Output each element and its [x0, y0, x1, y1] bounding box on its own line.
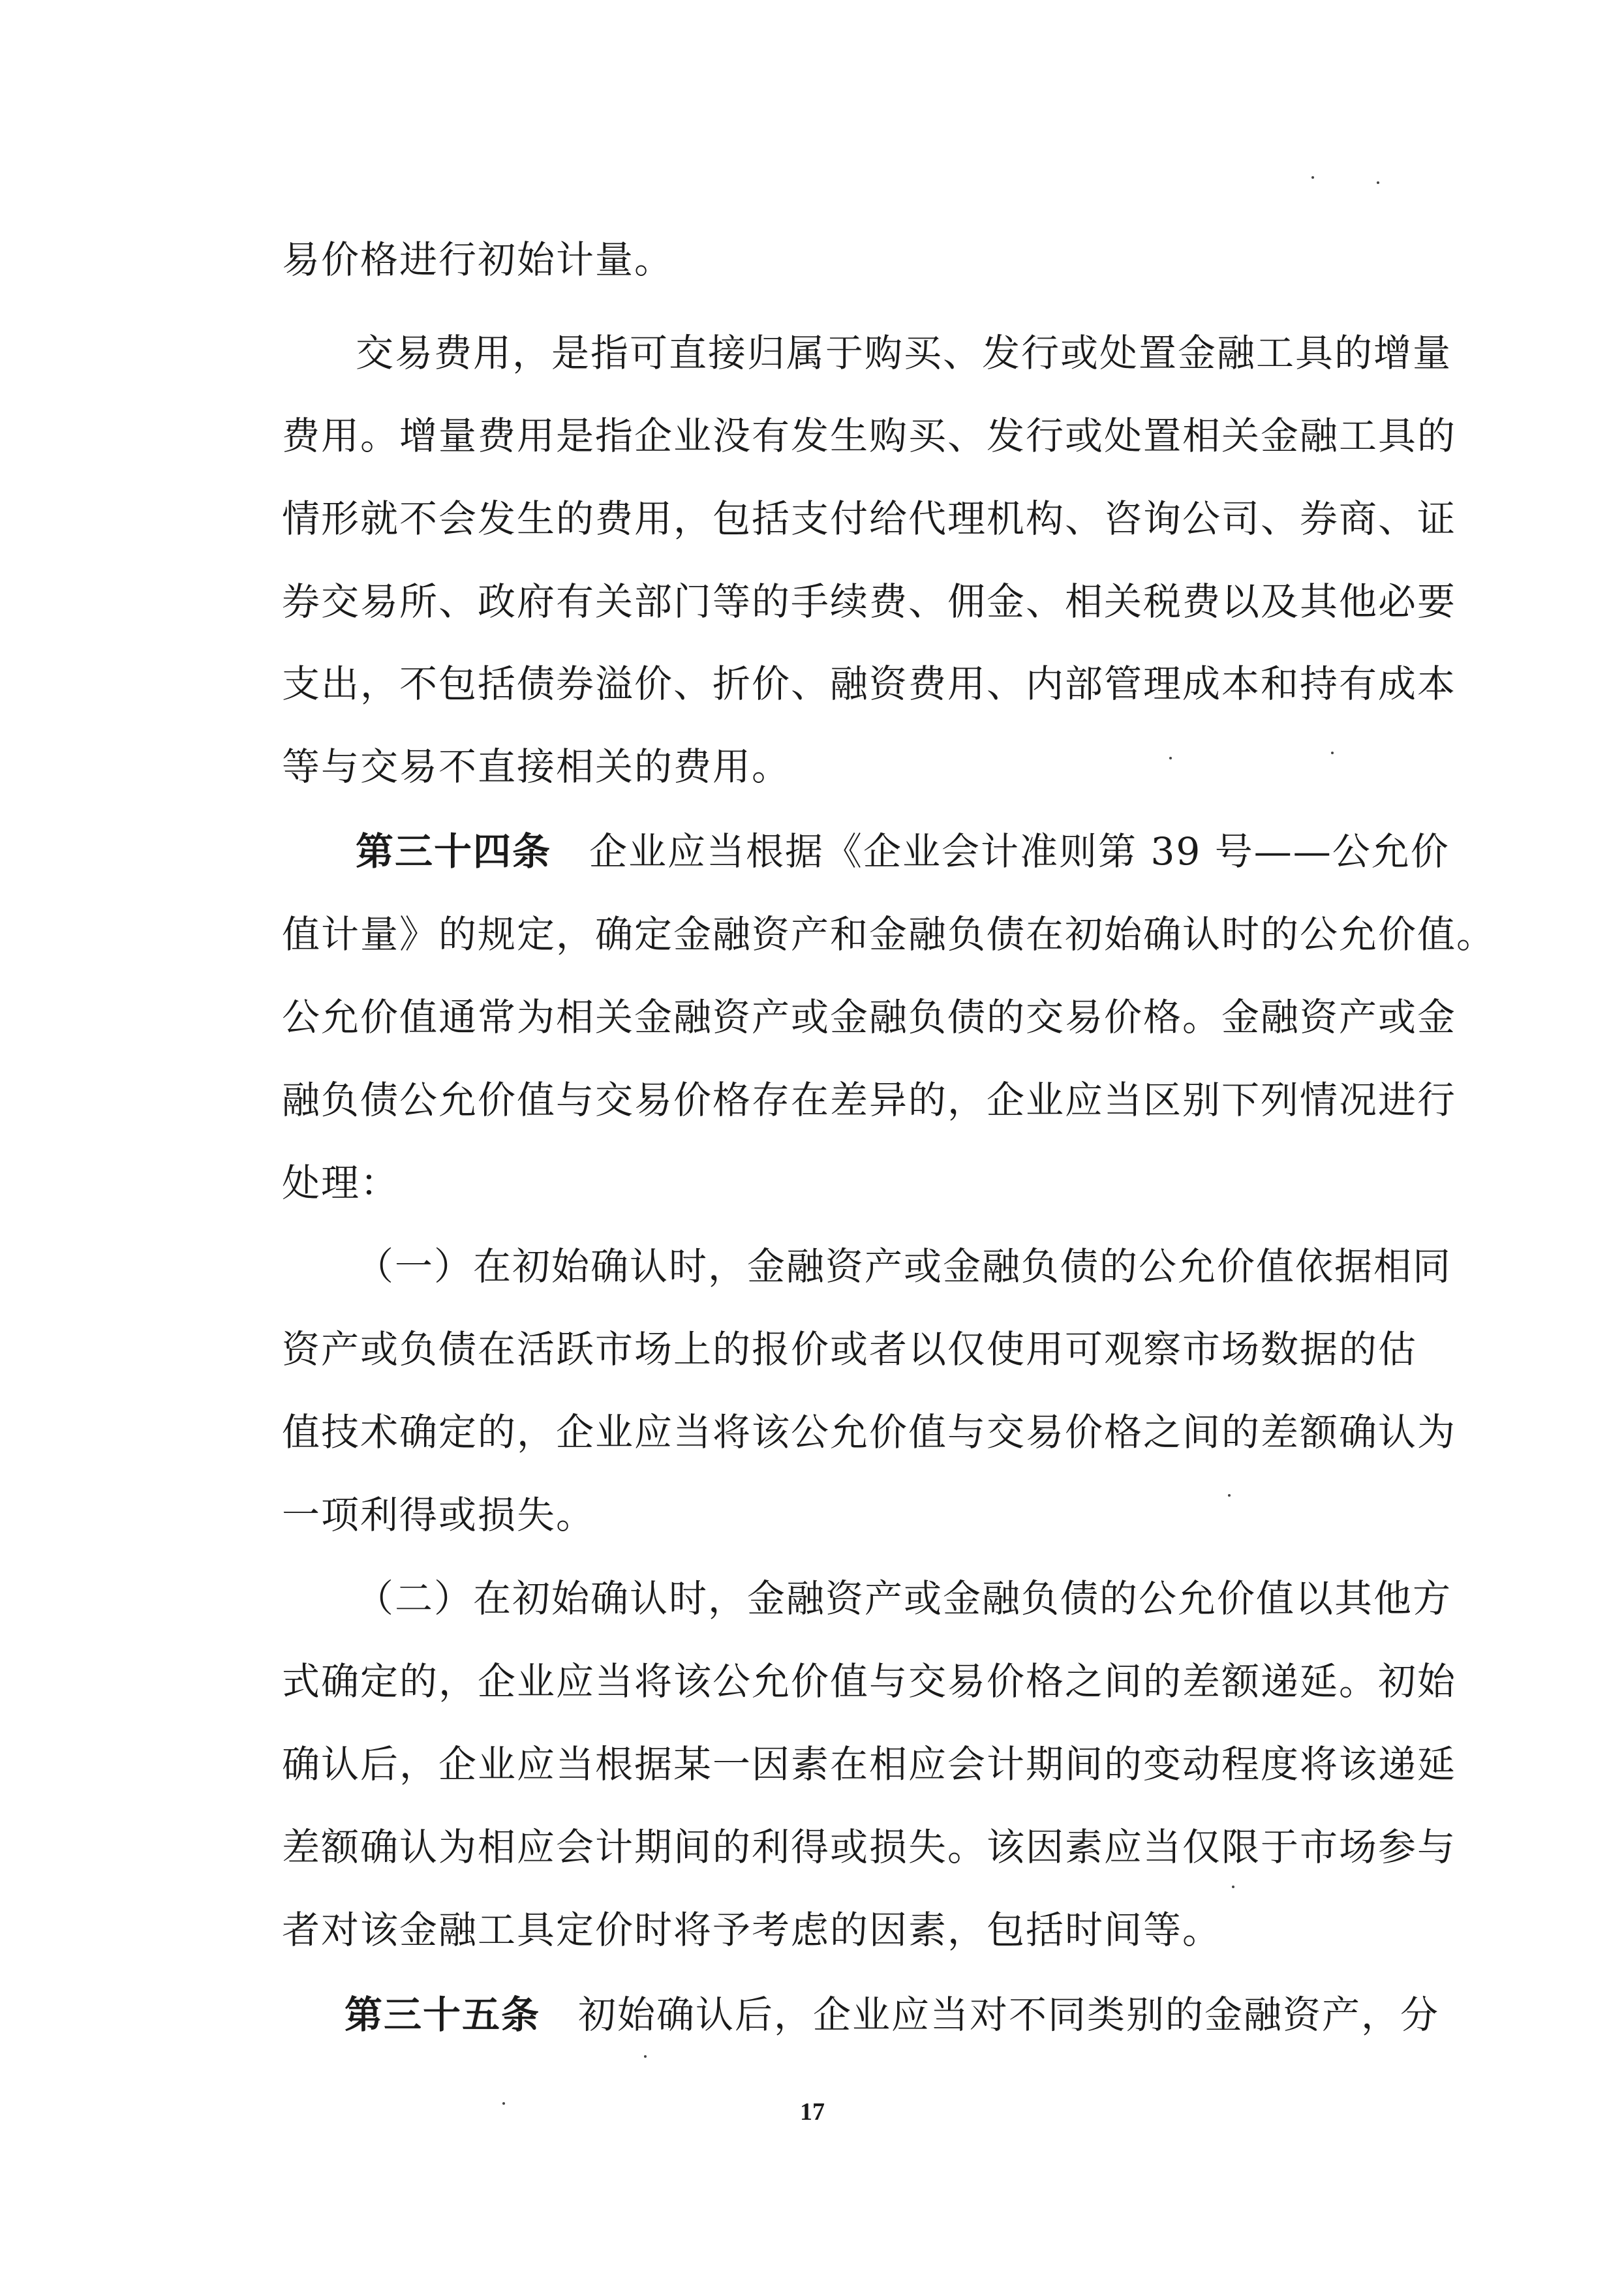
line-text: 处理： [282, 1161, 400, 1205]
text-line [282, 1816, 1457, 1878]
line-text: 交易费用，是指可直接归属于购买、发行或处置金融工具的增量 [356, 331, 1452, 375]
line-text: 确认后，企业应当根据某一因素在相应会计期间的变动程度将该递延 [282, 1742, 1457, 1786]
line-text: 公允价值通常为相关金融资产或金融负债的交易价格。金融资产或金 [282, 995, 1457, 1039]
line-text: 一项利得或损失。 [282, 1493, 596, 1537]
text-line [282, 1401, 1457, 1463]
line-text: 式确定的，企业应当将该公允价值与交易价格之间的差额递延。初始 [282, 1659, 1457, 1704]
text-line [282, 1484, 1358, 1546]
line-text: 者对该金融工具定价时将予考虑的因素，包括时间等。 [282, 1908, 1222, 1952]
line-text: 值技术确定的，企业应当将该公允价值与交易价格之间的差额确认为 [282, 1410, 1457, 1454]
text-line [282, 405, 1457, 467]
article-heading: 第三十五条 [345, 1993, 541, 2037]
text-line [356, 820, 1450, 883]
line-text: （一）在初始确认时，金融资产或金融负债的公允价值依据相同 [356, 1244, 1452, 1289]
text-line [345, 1983, 1440, 2046]
text-line [282, 1152, 1358, 1214]
scan-speck [1232, 1886, 1234, 1888]
text-line [282, 1318, 1418, 1381]
text-line [356, 322, 1452, 384]
scan-speck [1311, 176, 1314, 179]
scan-speck [1331, 752, 1334, 754]
text-line [282, 1733, 1457, 1796]
text-line [282, 652, 1457, 715]
line-text: 费用。增量费用是指企业没有发生购买、发行或处置相关金融工具的 [282, 414, 1457, 458]
text-line [282, 1069, 1457, 1131]
line-text: 融负债公允价值与交易价格存在差异的，企业应当区别下列情况进行 [282, 1078, 1457, 1122]
text-line [282, 1899, 1358, 1961]
text-line [356, 1235, 1452, 1298]
text-line [282, 228, 1358, 291]
page-number: 17 [800, 2098, 825, 2126]
line-text: 易价格进行初始计量。 [282, 237, 674, 282]
scan-speck [644, 2055, 647, 2058]
article-heading: 第三十四条 [356, 829, 552, 874]
scan-speck [1228, 1494, 1231, 1497]
scan-speck [502, 2102, 505, 2105]
text-line [282, 735, 1358, 798]
line-text: 等与交易不直接相关的费用。 [282, 744, 791, 789]
line-text: 券交易所、政府有关部门等的手续费、佣金、相关税费以及其他必要 [282, 579, 1457, 624]
line-text: 资产或负债在活跃市场上的报价或者以仅使用可观察市场数据的估 [282, 1327, 1418, 1371]
line-text: （二）在初始确认时，金融资产或金融负债的公允价值以其他方 [356, 1576, 1452, 1621]
scan-speck [1377, 181, 1379, 184]
line-text: 初始确认后，企业应当对不同类别的金融资产，分 [578, 1993, 1440, 2037]
text-line [282, 570, 1457, 633]
text-line [282, 903, 1496, 966]
line-text: 支出，不包括债券溢价、折价、融资费用、内部管理成本和持有成本 [282, 662, 1457, 706]
text-line [282, 1650, 1457, 1713]
text-line [356, 1567, 1452, 1630]
text-line [282, 487, 1457, 550]
line-text: 差额确认为相应会计期间的利得或损失。该因素应当仅限于市场参与 [282, 1825, 1457, 1869]
line-text: 情形就不会发生的费用，包括支付给代理机构、咨询公司、券商、证 [282, 497, 1457, 541]
line-text: 值计量》的规定，确定金融资产和金融负债在初始确认时的公允价值。 [282, 912, 1496, 956]
scan-speck [1169, 757, 1172, 759]
text-line [282, 986, 1457, 1048]
line-text: 企业应当根据《企业会计准则第 39 号——公允价 [589, 829, 1450, 874]
